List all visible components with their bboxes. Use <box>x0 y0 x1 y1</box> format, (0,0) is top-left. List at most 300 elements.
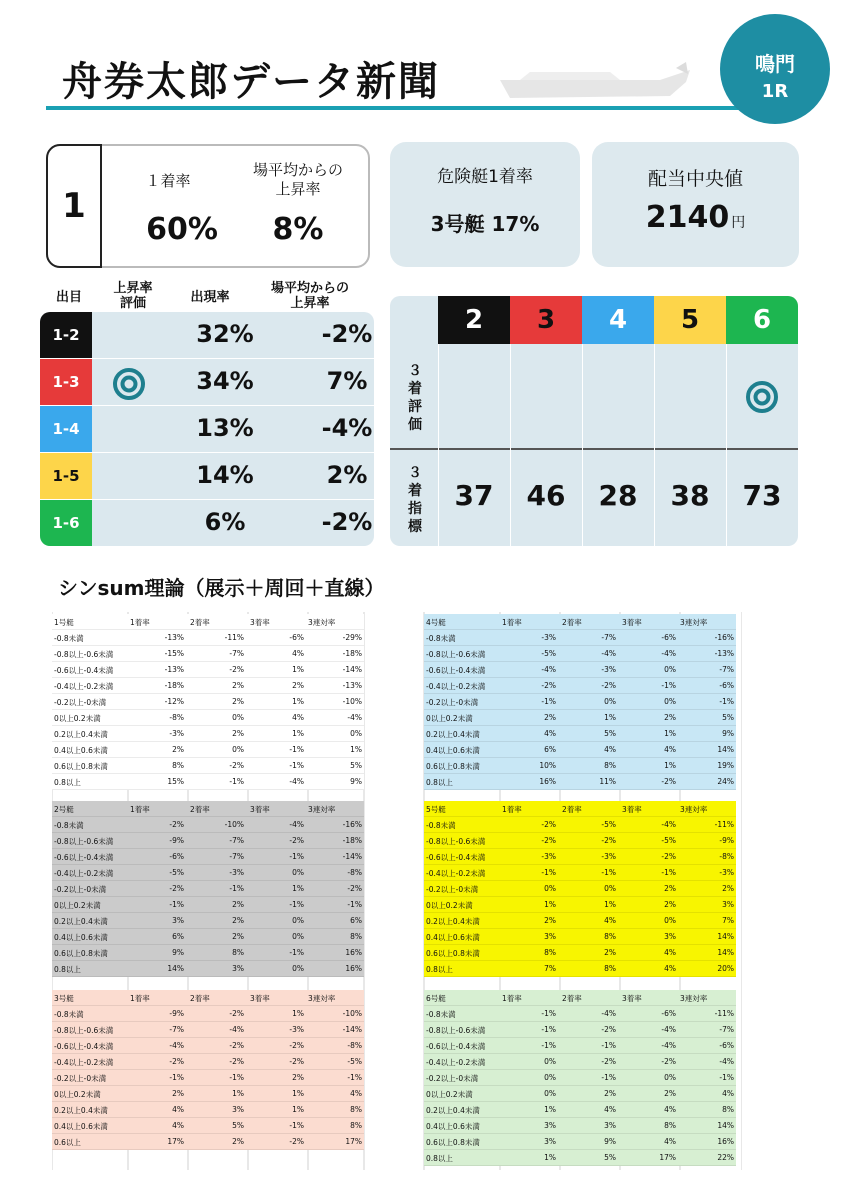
eval-label-char: 評 <box>408 399 422 415</box>
sheet-cell: -2% <box>601 681 616 690</box>
eval-label-char: 着 <box>408 381 422 397</box>
sheet-cell: 1% <box>292 729 304 738</box>
sheet-cell: -29% <box>342 633 362 642</box>
sheet-cell: -1% <box>347 900 362 909</box>
combo-row <box>40 406 374 453</box>
sheet-row <box>424 758 736 774</box>
race-number: 1R <box>761 81 789 102</box>
boat1-number: 1 <box>46 144 102 268</box>
sheet-cell: -6% <box>661 1009 676 1018</box>
combo-label: 1-3 <box>40 359 92 405</box>
sheet-row <box>424 646 736 662</box>
sheet-cell: 3% <box>172 916 184 925</box>
sheet-row-label: -0.6以上-0.4未満 <box>54 853 114 862</box>
sheet-cell: 8% <box>604 964 616 973</box>
sheet-boat-1 <box>52 614 364 790</box>
sheet-cell: 6% <box>544 745 556 754</box>
sheet-cell: -1% <box>541 1041 556 1050</box>
sheet-cell: 7% <box>722 916 734 925</box>
sheet-cell: -3% <box>229 868 244 877</box>
sheet-row-label: 0以上0.2未満 <box>426 714 473 723</box>
sheet-cell: 16% <box>539 777 556 786</box>
sheet-row-label: -0.2以上-0未満 <box>426 885 479 894</box>
sheet-row-label: 0.8以上 <box>54 778 81 787</box>
sheet-col-header: 2着率 <box>190 805 210 814</box>
sheet-cell: -2% <box>601 1057 616 1066</box>
sheet-row <box>52 742 364 758</box>
sheet-cell: 8% <box>604 761 616 770</box>
sheet-cell: 16% <box>345 964 362 973</box>
third-index-value: 38 <box>670 479 710 512</box>
sheet-cell: 2% <box>604 948 616 957</box>
sheet-row-label: -0.8以上-0.6未満 <box>54 837 114 846</box>
sheet-row-label: 0以上0.2未満 <box>54 1090 101 1099</box>
sheet-row <box>424 1038 736 1054</box>
sheet-cell: -13% <box>164 665 184 674</box>
sheet-col-header: 3着率 <box>622 994 642 1003</box>
sheet-row-label: 0.4以上0.6未満 <box>426 746 480 755</box>
sheet-cell: 4% <box>664 745 676 754</box>
sheet-cell: -2% <box>661 1057 676 1066</box>
risk-value: 3号艇 17% <box>430 212 540 236</box>
sheet-row <box>52 678 364 694</box>
sheet-col-header: 1着率 <box>130 618 150 627</box>
sheet-cell: 0% <box>292 916 304 925</box>
sheet-cell: -5% <box>347 1057 362 1066</box>
sheet-row <box>52 945 364 961</box>
sheet-cell: 0% <box>232 745 244 754</box>
sheet-row-label: -0.8未満 <box>426 634 456 643</box>
sheet-row-label: 0.2以上0.4未満 <box>54 917 108 926</box>
sheet-row <box>424 865 736 881</box>
sheet-cell: -2% <box>169 1057 184 1066</box>
sheet-row <box>424 913 736 929</box>
sheet-cell: 9% <box>604 1137 616 1146</box>
sheet-row <box>424 678 736 694</box>
sheet-cell: 1% <box>292 1009 304 1018</box>
sheet-cell: 0% <box>544 1057 556 1066</box>
sheet-cell: 1% <box>544 900 556 909</box>
sheet-row-label: -0.2以上-0未満 <box>54 698 107 707</box>
sheet-row <box>424 961 736 977</box>
title-underline <box>46 106 798 110</box>
sheet-row <box>52 1118 364 1134</box>
sheet-col-header: 3連対率 <box>680 618 708 627</box>
sheet-row <box>424 1134 736 1150</box>
sheet-cell: -1% <box>661 868 676 877</box>
sheet-cell: -1% <box>169 900 184 909</box>
sheet-row-label: 0.6以上0.8未満 <box>54 949 108 958</box>
sheet-cell: -4% <box>601 1009 616 1018</box>
sheet-cell: -4% <box>169 1041 184 1050</box>
sheet-row-label: 0.2以上0.4未満 <box>426 1106 480 1115</box>
sheet-cell: -8% <box>719 852 734 861</box>
sheet-cell: -4% <box>347 713 362 722</box>
sheet-cell: -16% <box>342 820 362 829</box>
sheet-row-label: -0.6以上-0.4未満 <box>426 853 486 862</box>
risk-boat-card <box>390 142 580 267</box>
sheet-row-label: -0.8未満 <box>426 1010 456 1019</box>
median-value: 2140 <box>645 200 730 235</box>
sheet-cell: -6% <box>719 681 734 690</box>
sheet-cell: 0% <box>544 1073 556 1082</box>
sheet-row-label: 0.4以上0.6未満 <box>54 1122 108 1131</box>
sheet-cell: 1% <box>232 1089 244 1098</box>
sheet-row-label: -0.8未満 <box>54 634 84 643</box>
sheet-cell: 9% <box>172 948 184 957</box>
sheet-row <box>424 1086 736 1102</box>
sheet-cell: -2% <box>601 1025 616 1034</box>
combo-rate: 6% <box>204 508 246 536</box>
sheet-cell: 8% <box>664 1121 676 1130</box>
sheet-cell: 15% <box>167 777 184 786</box>
sheet-row-label: -0.4以上-0.2未満 <box>426 869 486 878</box>
sheet-col-header: 3着率 <box>622 618 642 627</box>
sheet-cell: -1% <box>601 1041 616 1050</box>
sheet-cell: 1% <box>292 697 304 706</box>
index-label-char: 標 <box>408 519 422 535</box>
sheet-row-label: -0.8以上-0.6未満 <box>54 1026 114 1035</box>
sheet-row-label: 0.4以上0.6未満 <box>54 746 108 755</box>
sheet-cell: -1% <box>719 1073 734 1082</box>
sheet-cell: -1% <box>541 1025 556 1034</box>
sheet-cell: 8% <box>350 1121 362 1130</box>
sheet-cell: 2% <box>292 681 304 690</box>
sheet-cell: -2% <box>289 1057 304 1066</box>
sheet-row-label: 0.8以上 <box>426 778 453 787</box>
combo-rise: 2% <box>326 461 368 489</box>
sheet-cell: 17% <box>345 1137 362 1146</box>
sheet-row <box>424 1022 736 1038</box>
sheet-header-row <box>52 801 364 817</box>
sheet-row <box>424 630 736 646</box>
sheet-row <box>424 833 736 849</box>
sheet-col-header: 3連対率 <box>308 805 336 814</box>
sheet-cell: 7% <box>544 964 556 973</box>
sheet-title: 3号艇 <box>54 994 74 1003</box>
sheet-cell: 0% <box>604 884 616 893</box>
sheet-cell: 2% <box>172 745 184 754</box>
third-index-value: 46 <box>526 479 566 512</box>
sheet-cell: 3% <box>544 1137 556 1146</box>
sheet-row <box>424 694 736 710</box>
sheet-cell: -1% <box>229 1073 244 1082</box>
sheet-row <box>424 774 736 790</box>
sheet-header-row <box>52 990 364 1006</box>
sheet-cell: 2% <box>232 697 244 706</box>
sheet-cell: 16% <box>717 1137 734 1146</box>
sheet-row <box>52 817 364 833</box>
sheet-row <box>52 758 364 774</box>
sheet-cell: -2% <box>229 1057 244 1066</box>
third-index-value: 73 <box>742 479 782 512</box>
sheet-row <box>52 849 364 865</box>
sheet-row-label: 0.4以上0.6未満 <box>426 1122 480 1131</box>
sheet-col-header: 3着率 <box>250 618 270 627</box>
sheet-cell: -5% <box>661 836 676 845</box>
sheet-cell: -2% <box>541 836 556 845</box>
sheet-cell: -3% <box>541 852 556 861</box>
sheet-cell: 0% <box>664 697 676 706</box>
sheet-cell: 4% <box>664 948 676 957</box>
sheet-col-header: 3連対率 <box>308 618 336 627</box>
sheet-cell: -2% <box>661 777 676 786</box>
sheet-cell: -2% <box>541 681 556 690</box>
sheet-boat-3 <box>52 801 364 977</box>
sheet-cell: 3% <box>544 932 556 941</box>
sheet-cell: -7% <box>719 665 734 674</box>
sheet-cell: 11% <box>599 777 616 786</box>
sheet-row-label: 0以上0.2未満 <box>426 1090 473 1099</box>
sheet-cell: 8% <box>722 1105 734 1114</box>
sheet-cell: 2% <box>544 713 556 722</box>
sheet-cell: -4% <box>661 1041 676 1050</box>
combo-rate: 34% <box>196 367 254 395</box>
sheet-cell: 9% <box>722 729 734 738</box>
sheet-cell: -1% <box>541 1009 556 1018</box>
sheet-cell: 4% <box>664 964 676 973</box>
sheet-cell: -1% <box>289 1121 304 1130</box>
combo-row <box>40 453 374 500</box>
sheet-cell: 4% <box>664 1137 676 1146</box>
sheet-row <box>52 897 364 913</box>
boat-header-3: 3 <box>510 296 582 344</box>
rate-header: 出現率 <box>190 290 230 305</box>
sheet-row <box>52 881 364 897</box>
sheet-col-header: 2着率 <box>562 618 582 627</box>
sheet-cell: -4% <box>601 649 616 658</box>
sheet-cell: -2% <box>229 665 244 674</box>
sheet-row <box>424 1102 736 1118</box>
sheet-cell: -4% <box>229 1025 244 1034</box>
rise-rate-value: 8% <box>272 212 324 247</box>
sheet-row <box>52 662 364 678</box>
sheet-cell: -1% <box>169 1073 184 1082</box>
boat-header-6: 6 <box>726 296 798 344</box>
eval-label-char: 価 <box>408 417 422 433</box>
sheet-boat-4 <box>424 801 736 977</box>
sheet-cell: -1% <box>601 1073 616 1082</box>
sheet-cell: 24% <box>717 777 734 786</box>
index-label-char: ３ <box>408 465 422 481</box>
sheet-col-header: 1着率 <box>502 618 522 627</box>
boat-header-5: 5 <box>654 296 726 344</box>
sheet-row <box>52 833 364 849</box>
win-rate-label: １着率 <box>145 172 191 190</box>
sheet-cell: 19% <box>717 761 734 770</box>
combo-rate: 32% <box>196 320 254 348</box>
sheet-row <box>424 1150 736 1166</box>
sheet-row-label: -0.4以上-0.2未満 <box>54 682 114 691</box>
sheet-row-label: 0.6以上0.8未満 <box>426 1138 480 1147</box>
sheet-cell: 1% <box>292 665 304 674</box>
sheet-row-label: 0以上0.2未満 <box>54 714 101 723</box>
sheet-row-label: 0.6以上0.8未満 <box>426 949 480 958</box>
sheet-row-label: 0以上0.2未満 <box>426 901 473 910</box>
sheet-row-label: -0.8未満 <box>54 821 84 830</box>
sheet-cell: 5% <box>232 1121 244 1130</box>
sheet-row <box>424 1006 736 1022</box>
sheet-cell: 0% <box>664 665 676 674</box>
sheet-cell: -9% <box>169 1009 184 1018</box>
sheet-row-label: -0.4以上-0.2未満 <box>54 869 114 878</box>
sheet-cell: -2% <box>229 1009 244 1018</box>
sheet-cell: 2% <box>232 900 244 909</box>
sheet-cell: 14% <box>717 948 734 957</box>
combo-rise: -2% <box>321 508 373 536</box>
sheet-cell: 0% <box>232 713 244 722</box>
sheet-cell: -1% <box>601 868 616 877</box>
sheet-cell: -6% <box>169 852 184 861</box>
sheet-cell: -2% <box>169 884 184 893</box>
sheet-cell: -8% <box>347 1041 362 1050</box>
sheet-row <box>424 897 736 913</box>
venue-name: 鳴門 <box>755 52 795 76</box>
index-label-char: 指 <box>408 501 422 517</box>
sheet-cell: 4% <box>292 713 304 722</box>
median-unit: 円 <box>731 215 746 231</box>
sheet-row <box>52 774 364 790</box>
sheet-boat-5 <box>52 990 364 1150</box>
combo-label: 1-6 <box>40 500 92 546</box>
sheet-col-header: 3着率 <box>250 805 270 814</box>
sheet-cell: 8% <box>232 948 244 957</box>
sheet-row-label: 0以上0.2未満 <box>54 901 101 910</box>
risk-label: 危険艇1着率 <box>437 167 533 187</box>
sheet-cell: -2% <box>347 884 362 893</box>
sheet-row <box>52 865 364 881</box>
sheet-cell: 0% <box>664 916 676 925</box>
rise-rate-label-1: 場平均からの <box>252 161 343 179</box>
sheet-cell: 2% <box>722 884 734 893</box>
sheet-col-header: 2着率 <box>190 618 210 627</box>
sheet-col-header: 1着率 <box>130 994 150 1003</box>
sheet-cell: 0% <box>292 932 304 941</box>
sheet-cell: -6% <box>719 1041 734 1050</box>
sheet-cell: -1% <box>229 884 244 893</box>
sheet-row-label: 0.6以上0.8未満 <box>426 762 480 771</box>
sheet-col-header: 2着率 <box>562 805 582 814</box>
sheet-cell: 4% <box>292 649 304 658</box>
sheet-col-header: 2着率 <box>190 994 210 1003</box>
sheet-row-label: -0.2以上-0未満 <box>54 1074 107 1083</box>
sheet-cell: 1% <box>604 713 616 722</box>
sheet-cell: -4% <box>289 777 304 786</box>
sheet-cell: 5% <box>350 761 362 770</box>
sheet-cell: -4% <box>661 820 676 829</box>
sheet-title: 5号艇 <box>426 805 446 814</box>
sheet-row-label: -0.6以上-0.4未満 <box>54 1042 114 1051</box>
sheet-cell: -3% <box>289 1025 304 1034</box>
sheet-cell: -13% <box>714 649 734 658</box>
combo-row <box>40 500 374 546</box>
sheet-cell: 0% <box>350 729 362 738</box>
sheet-cell: 4% <box>604 1105 616 1114</box>
sheet-col-header: 3着率 <box>622 805 642 814</box>
sheet-cell: 2% <box>232 681 244 690</box>
sheet-cell: -1% <box>289 852 304 861</box>
sheet-cell: -1% <box>719 697 734 706</box>
sheet-cell: 0% <box>544 884 556 893</box>
sheet-cell: -1% <box>541 697 556 706</box>
eval-header-2: 評価 <box>119 296 146 311</box>
sheet-cell: -8% <box>169 713 184 722</box>
sheet-cell: 2% <box>604 1089 616 1098</box>
sheet-cell: 4% <box>172 1105 184 1114</box>
sheet-row <box>424 817 736 833</box>
sheet-cell: 5% <box>722 713 734 722</box>
sheet-cell: -11% <box>714 820 734 829</box>
sheet-row-label: -0.2以上-0未満 <box>426 1074 479 1083</box>
rise-header-1: 場平均からの <box>270 281 349 296</box>
sheet-row <box>52 913 364 929</box>
sheet-title: 4号艇 <box>426 618 446 627</box>
sheet-row-label: 0.2以上0.4未満 <box>426 917 480 926</box>
sheet-row-label: -0.6以上-0.4未満 <box>426 666 486 675</box>
sheet-cell: 1% <box>292 1089 304 1098</box>
sheet-row-label: -0.4以上-0.2未満 <box>426 682 486 691</box>
sheet-cell: 3% <box>664 932 676 941</box>
sheet-row <box>52 1086 364 1102</box>
sheet-row <box>52 929 364 945</box>
median-payout-card <box>592 142 799 267</box>
sheet-cell: 1% <box>350 745 362 754</box>
sheet-cell: 14% <box>717 1121 734 1130</box>
sheet-header-row <box>52 614 364 630</box>
sheet-title: 6号艇 <box>426 994 446 1003</box>
sheet-cell: 0% <box>544 1089 556 1098</box>
sheet-cell: -9% <box>719 836 734 845</box>
sheet-cell: 4% <box>664 1105 676 1114</box>
sheet-boat-2 <box>424 614 736 790</box>
sheet-cell: 2% <box>232 916 244 925</box>
sheet-cell: 22% <box>717 1153 734 1162</box>
sheet-cell: 1% <box>664 729 676 738</box>
sheet-cell: -4% <box>661 649 676 658</box>
sheet-cell: -13% <box>342 681 362 690</box>
sheet-cell: -14% <box>342 665 362 674</box>
sheet-row <box>424 1118 736 1134</box>
combo-rise: -4% <box>321 414 373 442</box>
sheet-row-label: -0.8以上-0.6未満 <box>426 650 486 659</box>
sheet-cell: -5% <box>169 868 184 877</box>
sheet-cell: -7% <box>719 1025 734 1034</box>
sheet-cell: 3% <box>544 1121 556 1130</box>
sheet-cell: 4% <box>722 1089 734 1098</box>
sheet-cell: -1% <box>289 900 304 909</box>
sheet-row <box>424 710 736 726</box>
sheet-cell: -6% <box>661 633 676 642</box>
sheet-row-label: -0.8未満 <box>426 821 456 830</box>
sheet-cell: 20% <box>717 964 734 973</box>
sheet-cell: -18% <box>164 681 184 690</box>
sheet-cell: 14% <box>167 964 184 973</box>
sheet-cell: 5% <box>604 729 616 738</box>
sheet-cell: -7% <box>229 852 244 861</box>
sheet-cell: -1% <box>289 761 304 770</box>
sheet-cell: -10% <box>342 697 362 706</box>
sheet-cell: -1% <box>289 948 304 957</box>
sheet-cell: 4% <box>350 1089 362 1098</box>
sheet-row-label: 0.8以上 <box>426 965 453 974</box>
sheet-col-header: 3着率 <box>250 994 270 1003</box>
sheet-cell: -2% <box>541 820 556 829</box>
sheet-cell: -2% <box>229 761 244 770</box>
combo-rise: -2% <box>321 320 373 348</box>
sheet-cell: 3% <box>722 900 734 909</box>
sheet-cell: -14% <box>342 852 362 861</box>
sheet-cell: 2% <box>544 916 556 925</box>
